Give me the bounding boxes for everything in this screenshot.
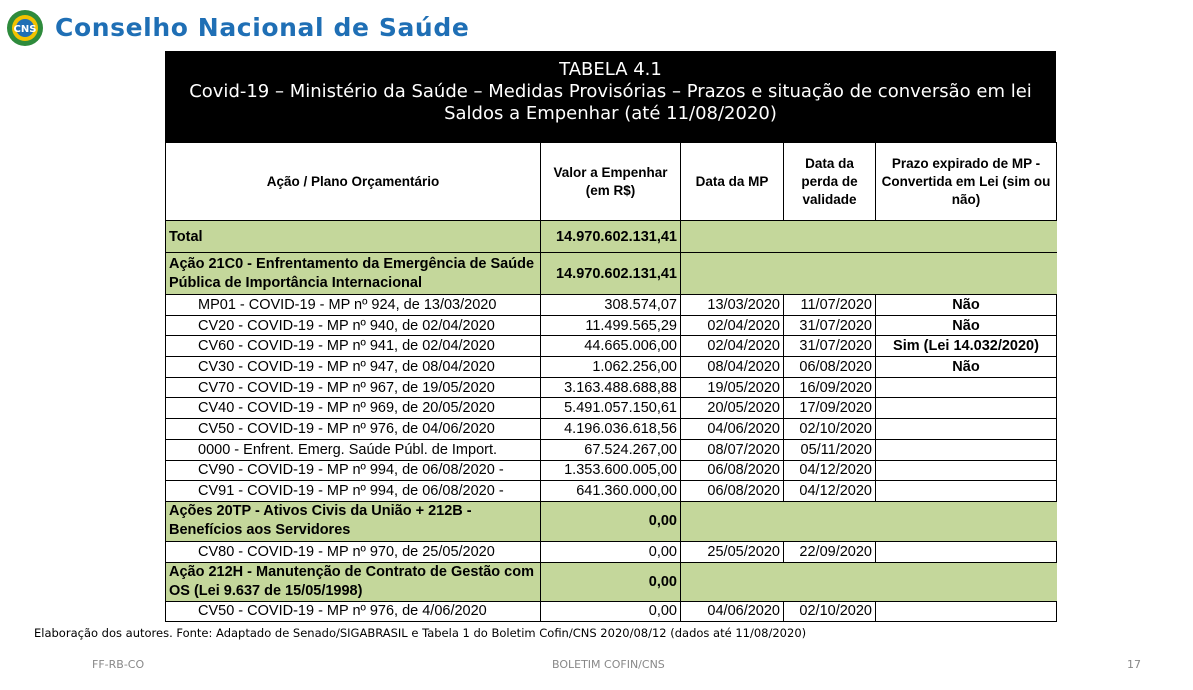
header-row — [166, 143, 1057, 221]
table-row — [166, 336, 1057, 357]
group-value: 0,00 — [541, 562, 681, 601]
page-number: 17 — [1127, 658, 1141, 671]
row-status — [876, 601, 1057, 622]
row-value: 1.353.600.005,00 — [541, 460, 681, 481]
table-title-line-1: TABELA 4.1 — [559, 59, 662, 80]
row-date-loss: 17/09/2020 — [784, 398, 876, 419]
row-value: 4.196.036.618,56 — [541, 419, 681, 440]
col-header-date-mp: Data da MP — [681, 143, 784, 221]
row-status: Sim (Lei 14.032/2020) — [876, 336, 1057, 357]
row-plan: CV50 - COVID-19 - MP nº 976, de 04/06/2020 — [166, 419, 541, 440]
group-value: 14.970.602.131,41 — [541, 253, 681, 295]
row-date-loss: 04/12/2020 — [784, 460, 876, 481]
row-status: Não — [876, 357, 1057, 378]
total-row — [166, 221, 1057, 253]
table-title-line-2: Covid-19 – Ministério da Saúde – Medidas Provisórias – Prazos e situação de conversão em lei — [189, 81, 1032, 102]
col-header-date-loss: Data da perda de validade — [784, 143, 876, 221]
row-value: 3.163.488.688,88 — [541, 377, 681, 398]
row-value: 0,00 — [541, 541, 681, 562]
table-row — [166, 439, 1057, 460]
row-date-loss: 02/10/2020 — [784, 419, 876, 440]
row-plan: CV91 - COVID-19 - MP nº 994, de 06/08/2020 - — [166, 481, 541, 502]
row-date-loss: 06/08/2020 — [784, 357, 876, 378]
row-date-mp: 02/04/2020 — [681, 315, 784, 336]
row-value: 1.062.256,00 — [541, 357, 681, 378]
logo-text: CNS — [13, 24, 37, 35]
row-date-loss: 31/07/2020 — [784, 315, 876, 336]
row-plan: CV70 - COVID-19 - MP nº 967, de 19/05/2020 — [166, 377, 541, 398]
row-plan: CV50 - COVID-19 - MP nº 976, de 4/06/2020 — [166, 601, 541, 622]
group-blank — [681, 501, 1057, 541]
row-status — [876, 481, 1057, 502]
table-row — [166, 541, 1057, 562]
row-date-loss: 04/12/2020 — [784, 481, 876, 502]
table-row — [166, 481, 1057, 502]
col-header-plan: Ação / Plano Orçamentário — [166, 143, 541, 221]
row-plan: MP01 - COVID-19 - MP nº 924, de 13/03/2020 — [166, 295, 541, 316]
table-row — [166, 377, 1057, 398]
row-plan: CV80 - COVID-19 - MP nº 970, de 25/05/2020 — [166, 541, 541, 562]
row-plan: CV30 - COVID-19 - MP nº 947, de 08/04/2020 — [166, 357, 541, 378]
row-date-mp: 04/06/2020 — [681, 601, 784, 622]
source-footnote: Elaboração dos autores. Fonte: Adaptado de Senado/SIGABRASIL e Tabela 1 do Boletim Cofin/CNS 2020/08/12 (dados até 11/08/2020) — [34, 626, 807, 640]
col-header-value: Valor a Empenhar (em R$) — [541, 143, 681, 221]
table-row — [166, 295, 1057, 316]
row-value: 5.491.057.150,61 — [541, 398, 681, 419]
row-plan: CV90 - COVID-19 - MP nº 994, de 06/08/2020 - — [166, 460, 541, 481]
row-status — [876, 460, 1057, 481]
group-row — [166, 562, 1057, 601]
row-value: 44.665.006,00 — [541, 336, 681, 357]
col-header-status: Prazo expirado de MP - Convertida em Lei (sim ou não) — [876, 143, 1057, 221]
row-date-mp: 06/08/2020 — [681, 481, 784, 502]
row-status: Não — [876, 315, 1057, 336]
row-date-mp: 13/03/2020 — [681, 295, 784, 316]
group-label: Ação 21C0 - Enfrentamento da Emergência de Saúde Pública de Importância Internacional — [166, 253, 541, 295]
total-label: Total — [166, 221, 541, 253]
table-row — [166, 460, 1057, 481]
row-date-loss: 05/11/2020 — [784, 439, 876, 460]
footer-bulletin: BOLETIM COFIN/CNS — [552, 658, 665, 671]
row-date-mp: 02/04/2020 — [681, 336, 784, 357]
row-status — [876, 398, 1057, 419]
cns-logo — [5, 8, 45, 48]
group-label: Ações 20TP - Ativos Civis da União + 212B - Benefícios aos Servidores — [166, 501, 541, 541]
group-row — [166, 501, 1057, 541]
row-status: Não — [876, 295, 1057, 316]
row-date-mp: 19/05/2020 — [681, 377, 784, 398]
row-plan: CV40 - COVID-19 - MP nº 969, de 20/05/2020 — [166, 398, 541, 419]
row-date-mp: 20/05/2020 — [681, 398, 784, 419]
row-date-mp: 06/08/2020 — [681, 460, 784, 481]
group-label: Ação 212H - Manutenção de Contrato de Gestão com OS (Lei 9.637 de 15/05/1998) — [166, 562, 541, 601]
table-row — [166, 357, 1057, 378]
table-row — [166, 398, 1057, 419]
table-row — [166, 315, 1057, 336]
table-row — [166, 419, 1057, 440]
footer-authors: FF-RB-CO — [92, 658, 145, 671]
table-title-line-3: Saldos a Empenhar (até 11/08/2020) — [444, 103, 777, 124]
row-plan: CV20 - COVID-19 - MP nº 940, de 02/04/2020 — [166, 315, 541, 336]
row-status — [876, 419, 1057, 440]
group-row — [166, 253, 1057, 295]
row-date-loss: 16/09/2020 — [784, 377, 876, 398]
row-status — [876, 541, 1057, 562]
total-blank — [681, 221, 1057, 253]
group-value: 0,00 — [541, 501, 681, 541]
row-value: 308.574,07 — [541, 295, 681, 316]
row-date-mp: 25/05/2020 — [681, 541, 784, 562]
row-date-loss: 11/07/2020 — [784, 295, 876, 316]
row-value: 11.499.565,29 — [541, 315, 681, 336]
row-status — [876, 377, 1057, 398]
row-value: 67.524.267,00 — [541, 439, 681, 460]
table-row — [166, 601, 1057, 622]
row-status — [876, 439, 1057, 460]
row-date-mp: 08/07/2020 — [681, 439, 784, 460]
row-date-loss: 22/09/2020 — [784, 541, 876, 562]
group-blank — [681, 253, 1057, 295]
total-value: 14.970.602.131,41 — [541, 221, 681, 253]
row-plan: CV60 - COVID-19 - MP nº 941, de 02/04/2020 — [166, 336, 541, 357]
table-title — [165, 51, 1056, 142]
row-plan: 0000 - Enfrent. Emerg. Saúde Públ. de Import. — [166, 439, 541, 460]
row-date-loss: 02/10/2020 — [784, 601, 876, 622]
row-date-mp: 08/04/2020 — [681, 357, 784, 378]
row-value: 641.360.000,00 — [541, 481, 681, 502]
row-value: 0,00 — [541, 601, 681, 622]
group-blank — [681, 562, 1057, 601]
table-4-1 — [165, 51, 1056, 622]
row-date-mp: 04/06/2020 — [681, 419, 784, 440]
data-table — [165, 142, 1057, 622]
row-date-loss: 31/07/2020 — [784, 336, 876, 357]
org-title: Conselho Nacional de Saúde — [55, 13, 470, 42]
